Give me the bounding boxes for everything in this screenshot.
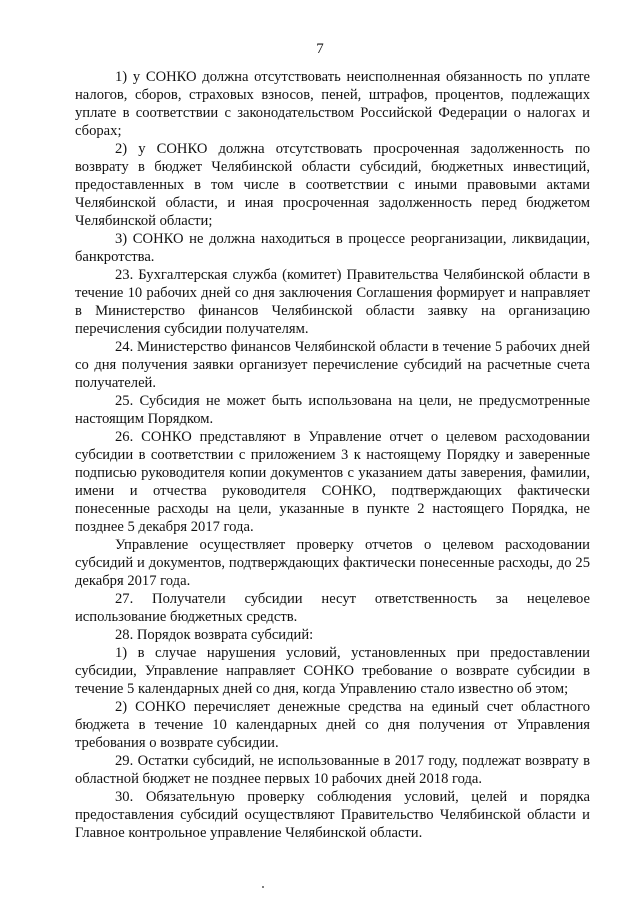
paragraph-5: 24. Министерство финансов Челябинской области в течение 5 рабочих дней со дня получения заявки организует перечисление субсидий на расчетные счета получателей. [75,339,590,391]
document-body [75,68,590,842]
paragraph-3: 3) СОНКО не должна находиться в процессе реорганизации, ликвидации, банкротства. [75,231,590,265]
paragraph-11: 1) в случае нарушения условий, установленных при предоставлении субсидии, Управление направляет СОНКО требование о возврате субсидии в течение 5 календарных дней со дня, когда Управлению стало известно об этом; [75,645,590,697]
scan-speck [262,886,264,888]
paragraph-7: 26. СОНКО представляют в Управление отчет о целевом расходовании субсидии в соответствии с приложением 3 к настоящему Порядку и заверенные подписью руководителя копии документов с указанием даты заверения, фамилии, имени и отчества руководителя СОНКО, подтверждающих фактически понесенные расходы на цели, указанные в пункте 2 настоящего Порядка, не позднее 5 декабря 2017 года. [75,429,590,535]
paragraph-1: 1) у СОНКО должна отсутствовать неисполненная обязанность по уплате налогов, сборов, страховых взносов, пеней, штрафов, процентов, подлежащих уплате в соответствии с законодательством Российской Федерации о налогах и сборах; [75,69,590,139]
paragraph-12: 2) СОНКО перечисляет денежные средства на единый счет областного бюджета в течение 10 календарных дней со дня получения от Управления требования о возврате субсидии. [75,699,590,751]
paragraph-8: Управление осуществляет проверку отчетов о целевом расходовании субсидий и документов, подтверждающих фактически понесенные расходы, до 25 декабря 2017 года. [75,537,590,589]
paragraph-13: 29. Остатки субсидий, не использованные в 2017 году, подлежат возврату в областной бюджет не позднее первых 10 рабочих дней 2018 года. [75,753,590,787]
paragraph-10: 28. Порядок возврата субсидий: [115,627,314,643]
paragraph-4: 23. Бухгалтерская служба (комитет) Правительства Челябинской области в течение 10 рабочих дней со дня заключения Соглашения формирует и направляет в Министерство финансов Челябинской области заявку на организацию перечисления субсидии получателям. [75,267,590,337]
paragraph-6: 25. Субсидия не может быть использована на цели, не предусмотренные настоящим Порядком. [75,393,590,427]
paragraph-14: 30. Обязательную проверку соблюдения условий, целей и порядка предоставления субсидий осуществляют Правительство Челябинской области и Главное контрольное управление Челябинской области. [75,789,590,841]
paragraph-2: 2) у СОНКО должна отсутствовать просроченная задолженность по возврату в бюджет Челябинской области субсидий, бюджетных инвестиций, предоставленных в том числе в соответствии с иными правовыми актами Челябинской области, и иная просроченная задолженность перед бюджетом Челябинской области; [75,141,590,229]
paragraph-9: 27. Получатели субсидии несут ответственность за нецелевое использование бюджетных средств. [75,591,590,625]
page-number: 7 [316,41,324,57]
